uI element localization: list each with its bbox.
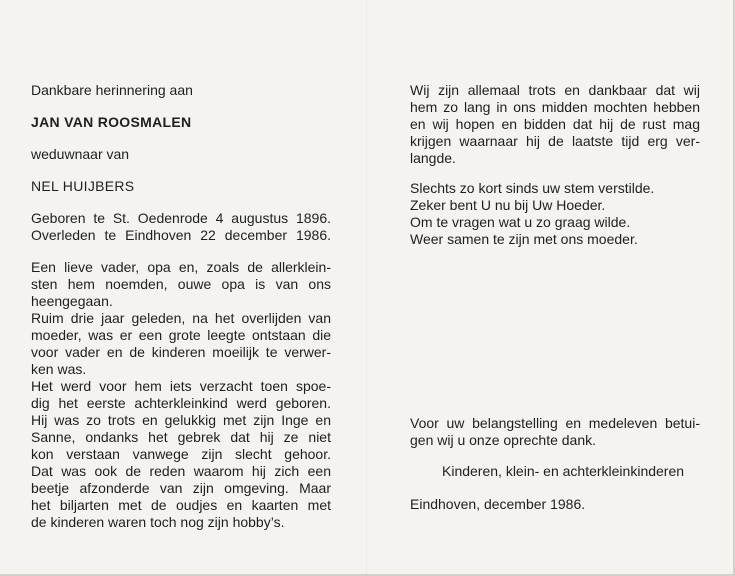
paragraph-line: Hij was zo trots en gelukkig met zijn Inge en [31, 412, 331, 428]
thanks-line: Voor uw belangstelling en medeleven betui- [410, 415, 700, 431]
paragraph-line: kon verstaan vanwege zijn slecht gehoor. [31, 446, 331, 462]
right-page [410, 0, 700, 576]
family-signature: Kinderen, klein- en achterkleinkinderen [442, 463, 685, 479]
deceased-name: JAN VAN ROOSMALEN [31, 114, 192, 130]
paragraph-line: beetje afzonderde van zijn omgeving. Maar [31, 480, 331, 496]
relation-text: weduwnaar van [31, 146, 130, 162]
paragraph-line: moeder, was er een grote leegte ontstaan die [31, 327, 331, 343]
birth-line: Geboren te St. Oedenrode 4 augustus 1896. [31, 210, 331, 226]
stanza1-line: krijgen waarnaar hij de laatste tijd erg ver- [410, 133, 700, 149]
death-line: Overleden te Eindhoven 22 december 1986. [31, 227, 331, 243]
paragraph-line: Ruim drie jaar geleden, na het overlijden van [31, 310, 331, 326]
stanza1-line: hem zo lang in ons midden mochten hebben [410, 99, 700, 115]
spouse-name: NEL HUIJBERS [31, 178, 135, 194]
stanza2-line: Weer samen te zijn met ons moeder. [410, 231, 638, 247]
stanza2-line: Zeker bent U nu bij Uw Hoeder. [410, 197, 606, 213]
intro-text: Dankbare herinnering aan [31, 82, 193, 98]
paragraph-line: dig het eerste achterkleinkind werd geboren. [31, 395, 331, 411]
paragraph-line: sten hem noemden, ouwe opa is van ons [31, 276, 331, 292]
place-date: Eindhoven, december 1986. [410, 496, 586, 512]
stanza2-line: Slechts zo kort sinds uw stem verstilde. [410, 180, 655, 196]
paragraph-line: Het werd voor hem iets verzacht toen spoe- [31, 378, 331, 394]
paragraph-line: Een lieve vader, opa en, zoals de allerklein- [31, 259, 331, 275]
paragraph-line: heengegaan. [31, 293, 113, 309]
card-fold [366, 0, 367, 576]
paragraph-line: de kinderen waren toch nog zijn hobby’s. [31, 514, 285, 530]
paragraph-line: Sanne, ondanks het gebrek dat hij ze niet [31, 429, 331, 445]
stanza1-line: en wij hopen en bidden dat hij de rust mag [410, 116, 700, 132]
paragraph-line: ken was. [31, 361, 87, 377]
stanza1-line: Wij zijn allemaal trots en dankbaar dat wij [410, 82, 700, 98]
stanza2-line: Om te vragen wat u zo graag wilde. [410, 214, 631, 230]
stanza1-line: langde. [410, 150, 456, 166]
paragraph-line: het biljarten met de oudjes en kaarten met [31, 497, 331, 513]
paragraph-line: Dat was ook de reden waarom hij zich een [31, 463, 331, 479]
thanks-line: gen wij u onze oprechte dank. [410, 432, 597, 448]
paragraph-line: voor vader en de kinderen moeilijk te verwer- [31, 344, 331, 360]
left-page [31, 0, 331, 576]
